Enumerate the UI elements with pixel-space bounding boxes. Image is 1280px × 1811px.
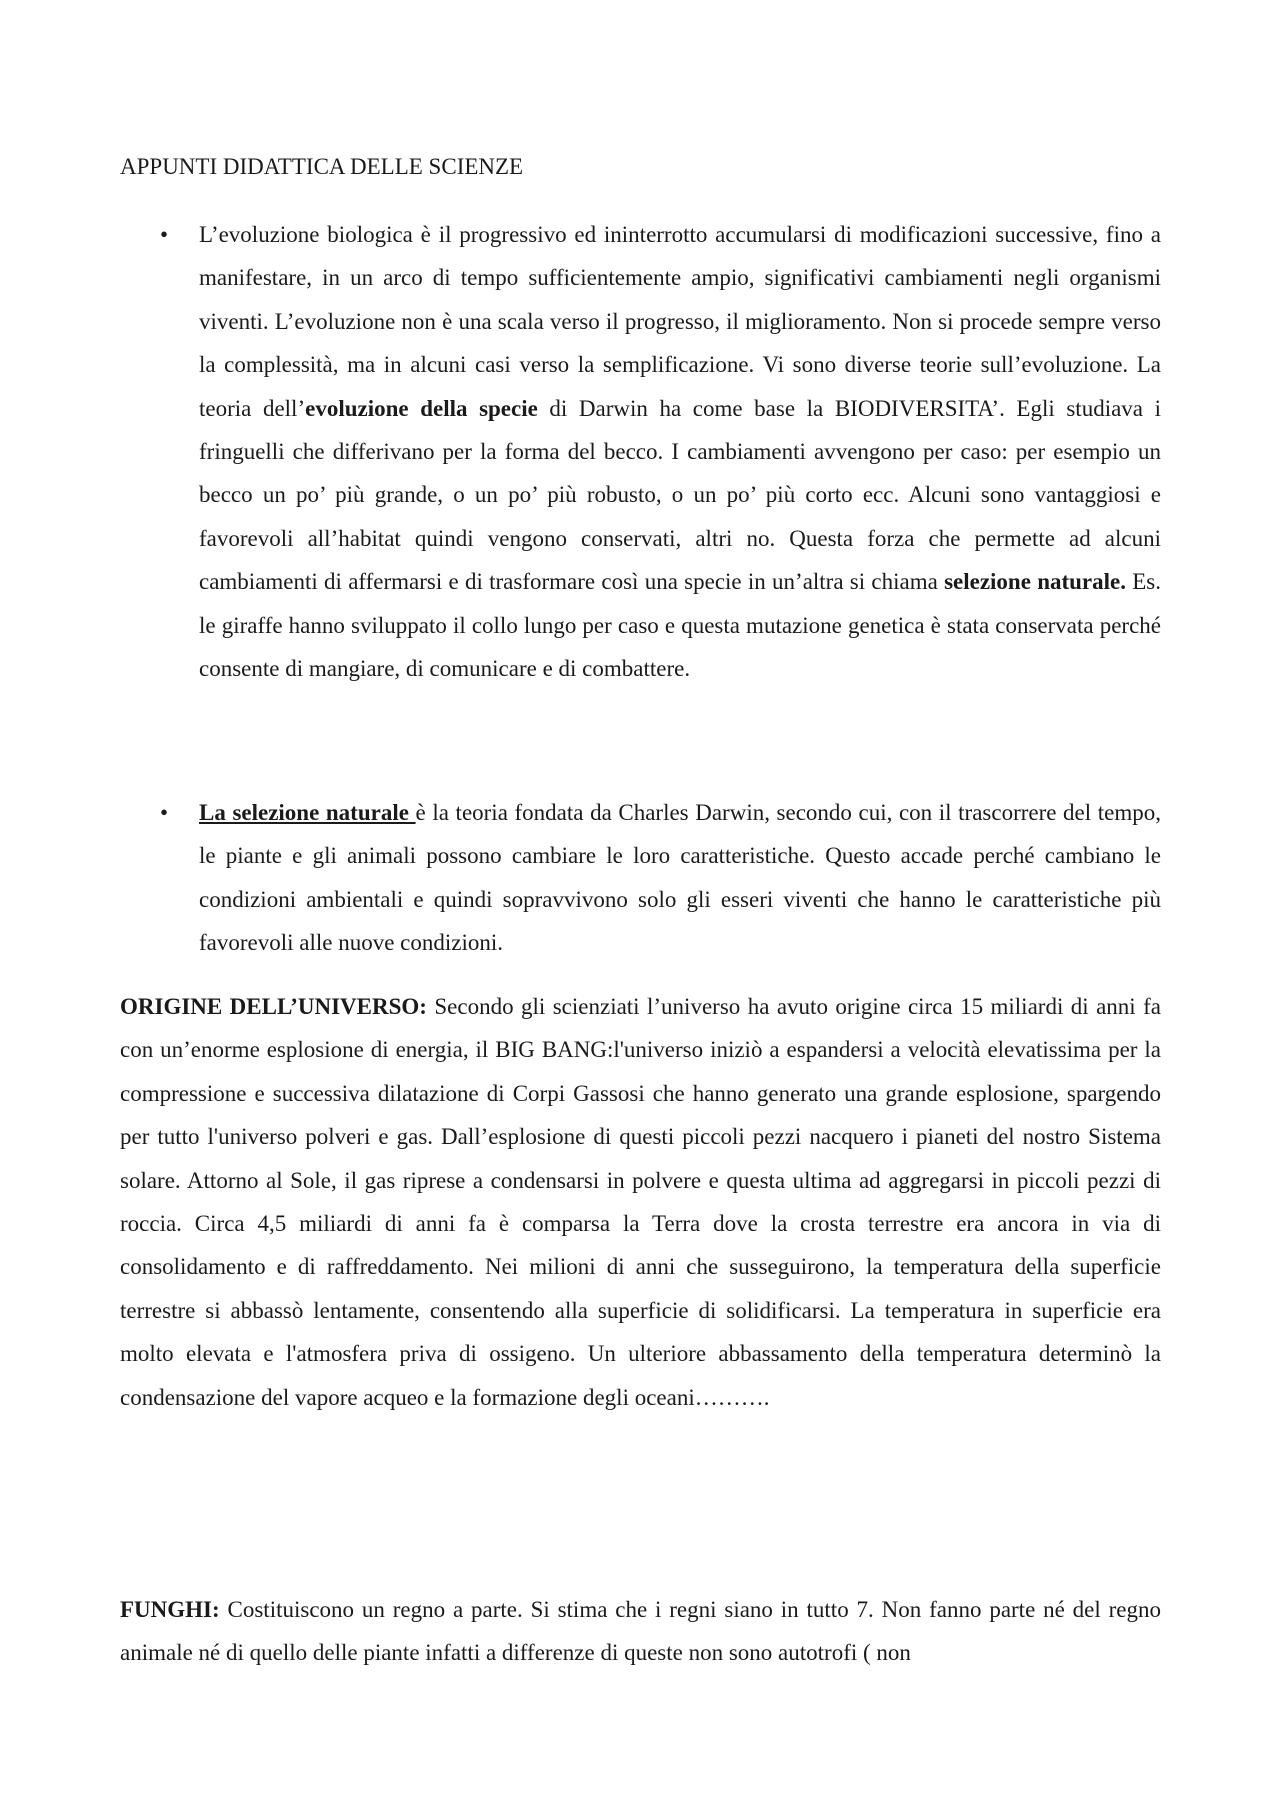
paragraph-text: L’evoluzione biologica è il progressivo ed ininterrotto accumularsi di modificazioni successive, fino a manifestare, in un arco di tempo sufficientemente ampio, significativi cambiamenti negli organismi viventi. L’evoluzione non è una scala verso il progresso, il miglioramento. Non si procede sempre verso la complessità, ma in alcuni casi verso la semplificazione. Vi sono diverse teorie sull’evoluzione. La teoria dell’ (199, 222, 1161, 421)
bullet-list-2 (120, 791, 1161, 965)
paragraph-text: Es. le giraffe hanno sviluppato il collo lungo per caso e questa mutazione genetica è stata conservata perché consente di mangiare, di comunicare e di combattere. (199, 569, 1162, 682)
paragraph-text: è la teoria fondata da Charles Darwin, secondo cui, con il trascorrere del tempo, le piante e gli animali possono cambiare le loro caratteristiche. Questo accade perché cambiano le condizioni ambientali e quindi sopravvivono solo gli esseri viventi che hanno le caratteristiche più favorevoli alle nuove condizioni. (199, 800, 1161, 956)
section-funghi (120, 1588, 1161, 1675)
bullet-list-1 (120, 213, 1161, 690)
paragraph-text: Costituiscono un regno a parte. Si stima che i regni siano in tutto 7. Non fanno parte né del regno animale né di quello delle piante infatti a differenze di queste non sono autotrofi ( non (120, 1597, 1161, 1666)
section-heading-origine: ORIGINE DELL’UNIVERSO: (120, 994, 427, 1019)
list-item-evoluzione (120, 213, 1161, 690)
section-origine-universo (120, 985, 1161, 1419)
bullet-marker: • (160, 800, 169, 825)
bullet-marker: • (160, 222, 169, 247)
bold-term-selezione: selezione naturale. (944, 569, 1126, 595)
document-title: APPUNTI DIDATTICA DELLE SCIENZE (120, 154, 524, 179)
paragraph-text: di Darwin ha come base la BIODIVERSITA’. Egli studiava i fringuelli che differivano per la forma del becco. I cambiamenti avvengono per caso: per esempio un becco un po’ più grande, o un po’ più robusto, o un po’ più corto ecc. Alcuni sono vantaggiosi e favorevoli all’habitat quindi vengono conservati, altri no. Questa forza che permette ad alcuni cambiamenti di affermarsi e di trasformare così una specie in un’altra si chiama (199, 395, 1161, 595)
section-heading-funghi: FUNGHI: (120, 1597, 220, 1622)
paragraph-text: Secondo gli scienziati l’universo ha avuto origine circa 15 miliardi di anni fa con un’enorme esplosione di energia, il BIG BANG:l'universo iniziò a espandersi a velocità elevatissima per la compressione e successiva dilatazione di Corpi Gassosi che hanno generato una grande esplosione, spargendo per tutto l'universo polveri e gas. Dall’esplosione di questi piccoli pezzi nacquero i pianeti del nostro Sistema solare. Attorno al Sole, il gas riprese a condensarsi in polvere e questa ultima ad aggregarsi in piccoli pezzi di roccia. Circa 4,5 miliardi di anni fa è comparsa la Terra dove la crosta terrestre era ancora in via di consolidamento e di raffreddamento. Nei milioni di anni che susseguirono, la temperatura della superficie terrestre si abbassò lentamente, consentendo alla superficie di solidificarsi. La temperatura in superficie era molto elevata e l'atmosfera priva di ossigeno. Un ulteriore abbassamento della temperatura determinò la condensazione del vapore acqueo e la formazione degli oceani………. (120, 994, 1161, 1410)
bold-term-evoluzione: evoluzione della specie (305, 395, 538, 421)
underlined-term-selezione: La selezione naturale (199, 800, 416, 825)
list-item-selezione (120, 791, 1161, 965)
